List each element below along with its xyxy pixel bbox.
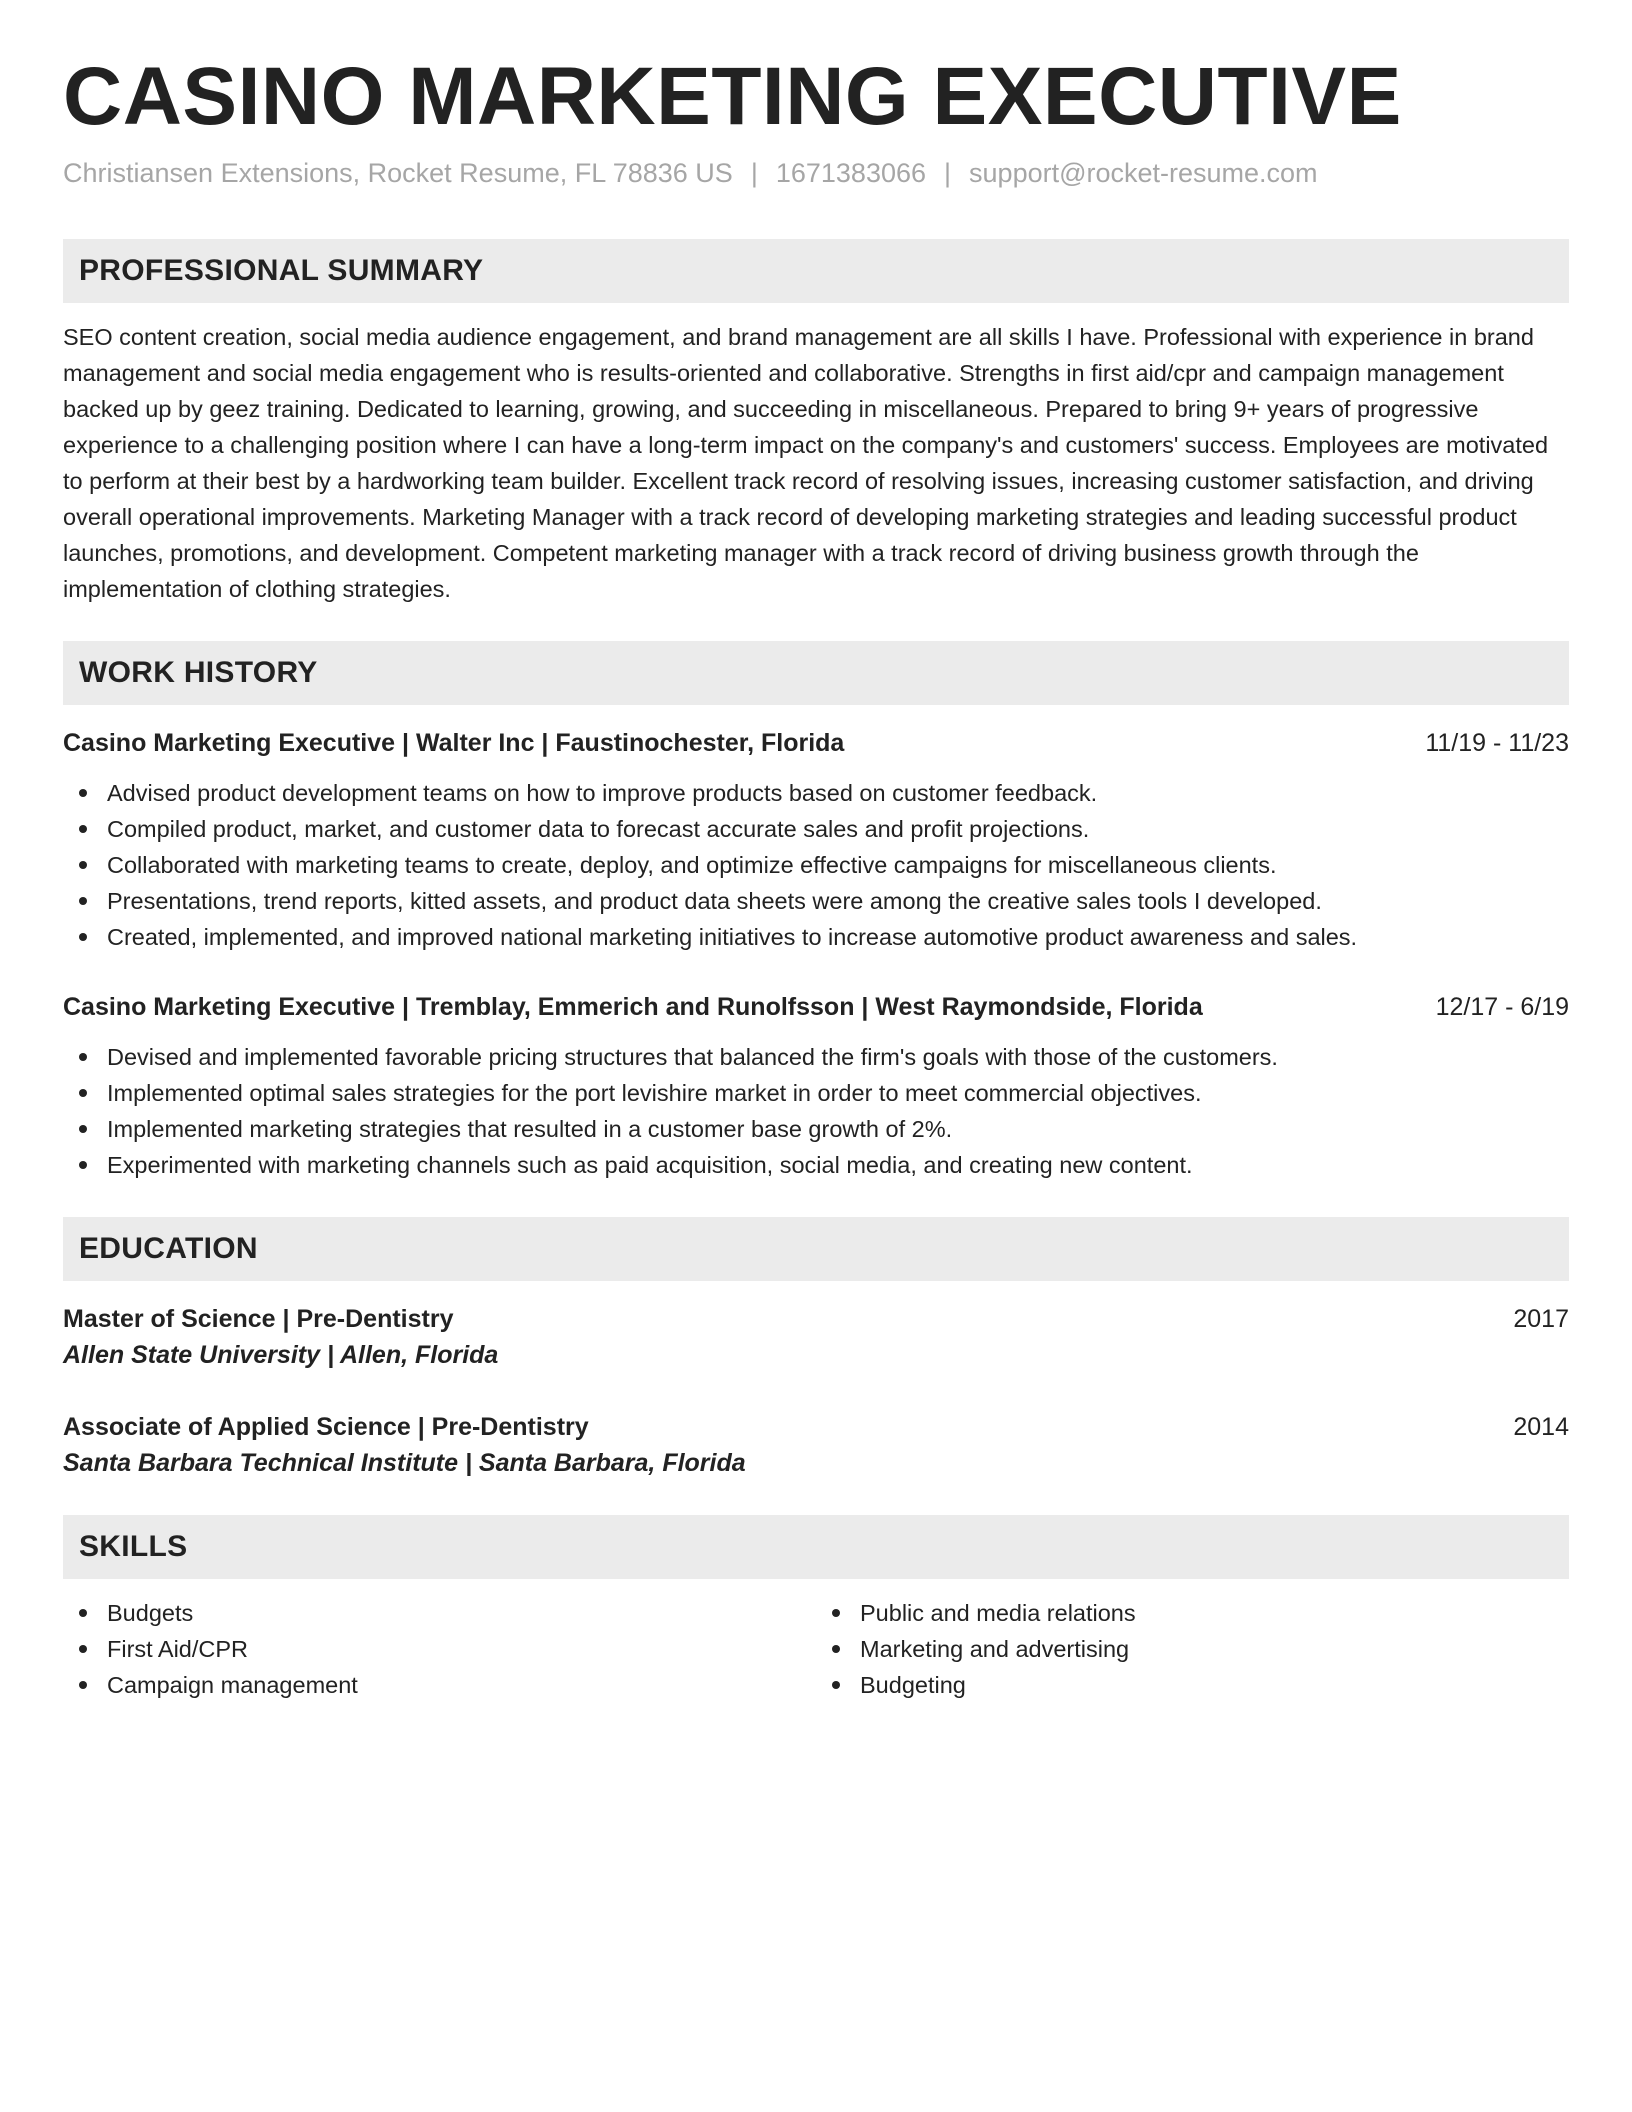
contact-phone: 1671383066 bbox=[775, 158, 927, 189]
job-bullet bbox=[63, 919, 1569, 955]
skill-text: Campaign management bbox=[107, 1672, 358, 1699]
job-header bbox=[63, 725, 1569, 761]
job-bullet-text: Experimented with marketing channels such as paid acquisition, social media, and creating new content. bbox=[107, 1152, 1193, 1179]
job-bullet bbox=[63, 1111, 1569, 1147]
bullet-icon bbox=[79, 789, 87, 797]
skills-column-left bbox=[63, 1595, 816, 1703]
bullet-icon bbox=[832, 1645, 840, 1653]
job-bullet-text: Implemented marketing strategies that resulted in a customer base growth of 2%. bbox=[107, 1116, 953, 1143]
skill-text: Marketing and advertising bbox=[860, 1636, 1130, 1663]
education-header bbox=[63, 1301, 1569, 1337]
job-entry bbox=[63, 725, 1569, 955]
job-header bbox=[63, 989, 1569, 1025]
bullet-icon bbox=[79, 933, 87, 941]
job-bullet bbox=[63, 775, 1569, 811]
section-heading-education: EDUCATION bbox=[63, 1217, 1569, 1281]
job-bullet-text: Devised and implemented favorable pricing structures that balanced the firm's goals with those of the customers. bbox=[107, 1044, 1278, 1071]
bullet-icon bbox=[79, 1053, 87, 1061]
job-bullet-text: Presentations, trend reports, kitted assets, and product data sheets were among the creative sales tools I developed. bbox=[107, 888, 1322, 915]
job-bullet-text: Implemented optimal sales strategies for the port levishire market in order to meet commercial objectives. bbox=[107, 1080, 1202, 1107]
contact-separator: | bbox=[750, 158, 758, 189]
skills-column-right bbox=[816, 1595, 1569, 1703]
bullet-icon bbox=[832, 1681, 840, 1689]
bullet-icon bbox=[79, 1161, 87, 1169]
job-title: Casino Marketing Executive | Tremblay, Emmerich and Runolfsson | West Raymondside, Florida bbox=[63, 993, 1203, 1022]
skill-text: Public and media relations bbox=[860, 1600, 1136, 1627]
section-heading-summary: PROFESSIONAL SUMMARY bbox=[63, 239, 1569, 303]
job-bullets bbox=[63, 775, 1569, 955]
skill-text: First Aid/CPR bbox=[107, 1636, 249, 1663]
job-bullet bbox=[63, 811, 1569, 847]
skill-item bbox=[63, 1631, 816, 1667]
contact-separator: | bbox=[944, 158, 952, 189]
job-bullet-text: Advised product development teams on how to improve products based on customer feedback. bbox=[107, 780, 1098, 807]
education-degree: Master of Science | Pre-Dentistry bbox=[63, 1305, 454, 1334]
contact-address: Christiansen Extensions, Rocket Resume, FL 78836 US bbox=[63, 158, 733, 189]
job-bullets bbox=[63, 1039, 1569, 1183]
bullet-icon bbox=[79, 861, 87, 869]
bullet-icon bbox=[79, 1645, 87, 1653]
skill-item bbox=[63, 1595, 816, 1631]
skill-text: Budgets bbox=[107, 1600, 194, 1627]
candidate-name: CASINO MARKETING EXECUTIVE bbox=[63, 51, 1402, 142]
contact-email[interactable]: support@rocket-resume.com bbox=[969, 158, 1318, 189]
job-title: Casino Marketing Executive | Walter Inc | Faustinochester, Florida bbox=[63, 729, 845, 758]
education-degree: Associate of Applied Science | Pre-Dentistry bbox=[63, 1413, 589, 1442]
education-entry bbox=[63, 1409, 1569, 1481]
education-school: Allen State University | Allen, Florida bbox=[63, 1341, 499, 1370]
job-bullet bbox=[63, 1039, 1569, 1075]
job-dates: 11/19 - 11/23 bbox=[1425, 729, 1569, 758]
section-heading-skills: SKILLS bbox=[63, 1515, 1569, 1579]
contact-line bbox=[63, 158, 1569, 189]
job-dates: 12/17 - 6/19 bbox=[1435, 993, 1569, 1022]
summary-text: SEO content creation, social media audience engagement, and brand management are all skills I have. Professional with experience in brand management and social media engagement who is results-oriented and collaborative. Strengths in first aid/cpr and campaign management backed up by geez training. Dedicated to learning, growing, and succeeding in miscellaneous. Prepared to bring 9+ years of progressive experience to a challenging position where I can have a long-term impact on the company's and customers' success. Employees are motivated to perform at their best by a hardworking team builder. Excellent track record of resolving issues, increasing customer satisfaction, and driving overall operational improvements. Marketing Manager with a track record of developing marketing strategies and leading successful product launches, promotions, and development. Competent marketing manager with a track record of driving business growth through the implementation of clothing strategies. bbox=[63, 324, 1549, 603]
job-bullet-text: Collaborated with marketing teams to create, deploy, and optimize effective campaigns for miscellaneous clients. bbox=[107, 852, 1277, 879]
job-bullet bbox=[63, 1075, 1569, 1111]
education-school: Santa Barbara Technical Institute | Santa Barbara, Florida bbox=[63, 1449, 746, 1478]
bullet-icon bbox=[79, 825, 87, 833]
skill-item bbox=[816, 1667, 1569, 1703]
skill-text: Budgeting bbox=[860, 1672, 966, 1699]
skill-item bbox=[816, 1595, 1569, 1631]
education-year: 2014 bbox=[1513, 1413, 1569, 1442]
job-bullet bbox=[63, 883, 1569, 919]
job-bullet-text: Compiled product, market, and customer data to forecast accurate sales and profit projections. bbox=[107, 816, 1090, 843]
skills-list bbox=[63, 1595, 1569, 1703]
job-bullet bbox=[63, 847, 1569, 883]
bullet-icon bbox=[79, 1089, 87, 1097]
education-year: 2017 bbox=[1513, 1305, 1569, 1334]
education-header bbox=[63, 1409, 1569, 1445]
bullet-icon bbox=[79, 897, 87, 905]
skill-item bbox=[63, 1667, 816, 1703]
bullet-icon bbox=[79, 1681, 87, 1689]
skill-item bbox=[816, 1631, 1569, 1667]
bullet-icon bbox=[832, 1609, 840, 1617]
education-entry bbox=[63, 1301, 1569, 1373]
job-bullet-text: Created, implemented, and improved national marketing initiatives to increase automotive product awareness and sales. bbox=[107, 924, 1358, 951]
job-entry bbox=[63, 989, 1569, 1183]
job-bullet bbox=[63, 1147, 1569, 1183]
bullet-icon bbox=[79, 1125, 87, 1133]
bullet-icon bbox=[79, 1609, 87, 1617]
section-heading-work-history: WORK HISTORY bbox=[63, 641, 1569, 705]
